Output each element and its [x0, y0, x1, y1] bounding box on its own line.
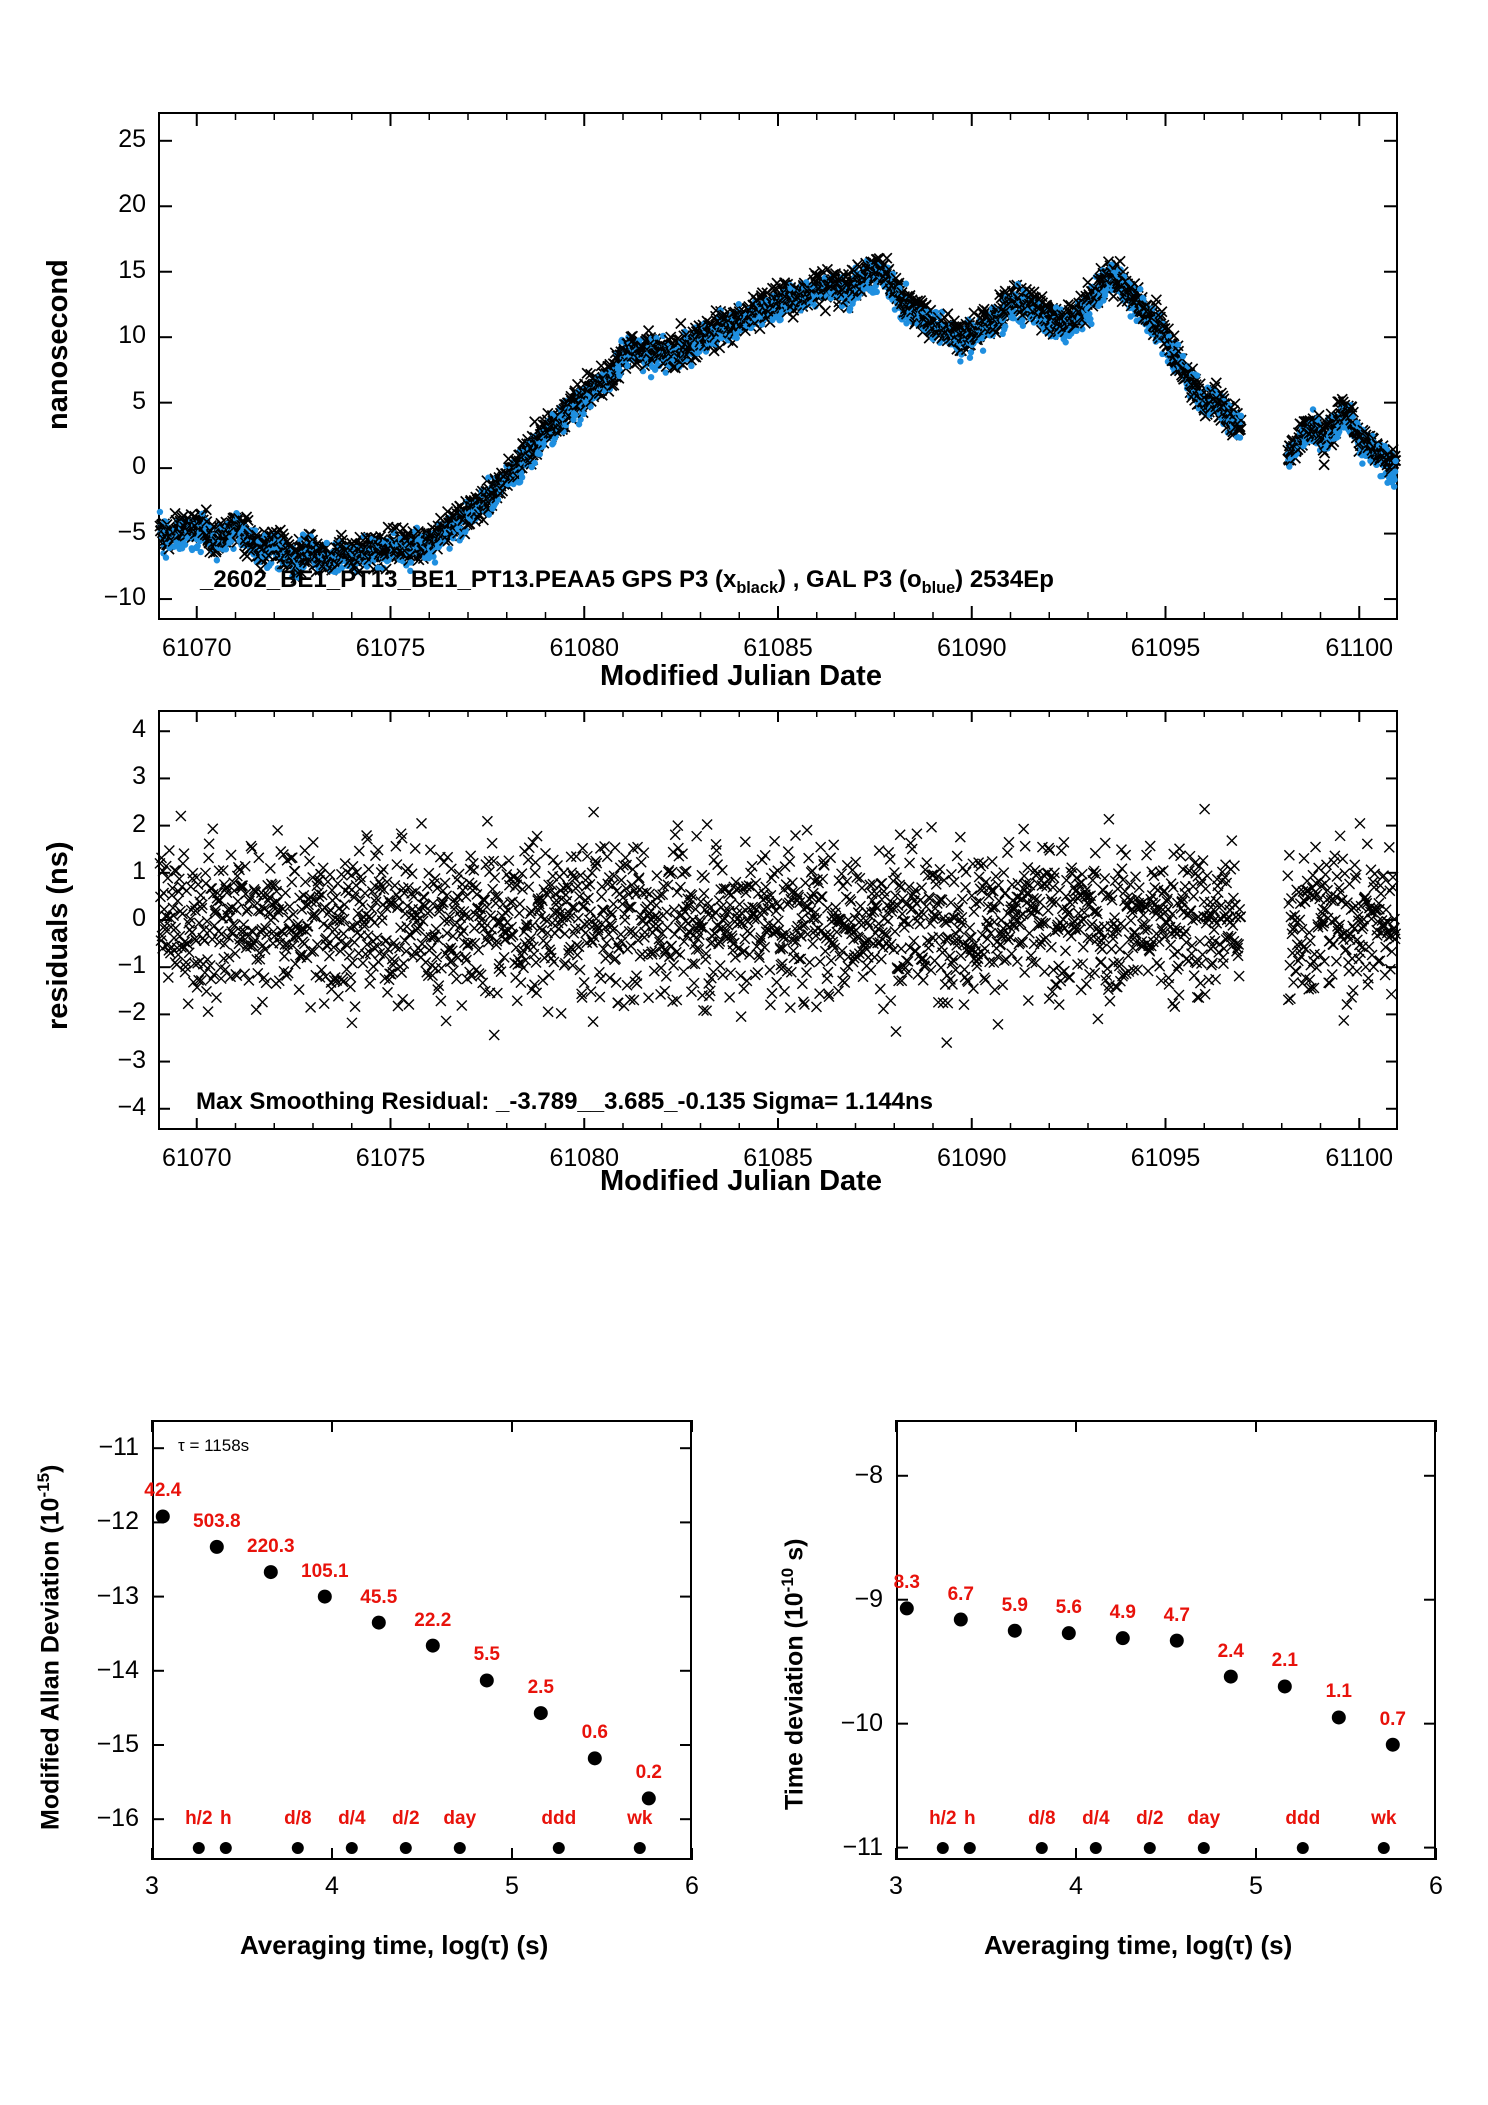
panel3-time-marker-label: h [219, 1808, 232, 1829]
panel1-xtick-label: 61100 [1325, 634, 1394, 662]
panel4-xtick-label: 4 [1069, 1872, 1083, 1900]
panel3-time-marker-label: d/8 [284, 1808, 312, 1829]
panel3-xtick-label: 3 [145, 1872, 159, 1900]
panel4-point-label: 0.7 [1379, 1708, 1406, 1730]
panel3-time-marker-label: h/2 [185, 1808, 213, 1829]
panel3-point-label: 503.8 [193, 1510, 241, 1532]
panel3-point-label: 5.5 [473, 1644, 500, 1666]
panel3-point-label: 0.2 [635, 1762, 662, 1784]
panel2-xtick-label: 61085 [743, 1144, 813, 1172]
tdev-panel [744, 1400, 1488, 2105]
panel1-xtick-label: 61075 [355, 634, 426, 662]
panel3-xlabel [240, 1930, 548, 1961]
panel3-time-marker-label: d/2 [392, 1808, 420, 1829]
panel2-xtick-label: 61075 [355, 1144, 426, 1172]
panel3-ylabel-end: ) [36, 1464, 65, 1473]
panel4-xlabel-tau: τ [1232, 1930, 1245, 1960]
panel2-ytick-label: 3 [132, 762, 146, 791]
panel2-plot [0, 700, 1488, 1400]
panel4-xtick-label: 6 [1429, 1872, 1443, 1900]
panel4-point-label: 2.1 [1271, 1650, 1298, 1672]
panel1-annotation-mid: ) , GAL P3 (o [778, 566, 922, 593]
panel3-ylabel-main: Modified Allan Deviation (10 [36, 1497, 65, 1830]
panel3-time-marker-label: ddd [541, 1808, 577, 1829]
panel1-xtick-label: 61090 [936, 634, 1007, 662]
panel2-xtick-label: 61100 [1325, 1144, 1394, 1172]
panel3-xtick-label: 6 [685, 1872, 699, 1900]
panel4-time-marker-label: day [1187, 1808, 1221, 1829]
panel3-point-label: 220.3 [247, 1536, 295, 1558]
panel3-xlabel-a: Averaging time, log( [240, 1930, 489, 1960]
timeseries-panel [0, 0, 1488, 700]
panel1-annotation [200, 566, 1054, 598]
panel3-point-label: 45.5 [360, 1586, 398, 1608]
panel4-time-marker-label: h [963, 1808, 976, 1829]
panel4-point-label: 6.7 [947, 1583, 974, 1605]
panel4-point-label: 2.4 [1217, 1640, 1244, 1662]
panel4-xlabel [984, 1930, 1292, 1961]
panel1-xtick-label: 61085 [743, 634, 813, 662]
panel2-xlabel: Modified Julian Date [600, 1165, 882, 1197]
panel4-point-label: 8.3 [893, 1572, 920, 1594]
panel1-annotation-end: ) 2534Ep [955, 566, 1054, 593]
panel1-ytick-label: −10 [103, 583, 146, 612]
panel2-ylabel: residuals (ns) [42, 841, 74, 1030]
panel4-time-marker-label: d/2 [1136, 1808, 1164, 1829]
panel1-ytick-label: 20 [118, 190, 146, 219]
panel3-xlabel-b: ) (s) [500, 1930, 549, 1960]
panel3-point-label: 105.1 [301, 1560, 349, 1582]
panel2-annotation: Max Smoothing Residual: _-3.789__3.685_-0.135 Sigma= 1.144ns [196, 1088, 934, 1115]
panel4-point-label: 5.6 [1055, 1597, 1082, 1619]
panel3-ytick-label: −14 [96, 1655, 139, 1684]
panel2-ytick-label: −4 [117, 1092, 146, 1121]
panel3-time-marker-label: d/4 [338, 1808, 366, 1829]
panel2-ytick-label: −1 [117, 951, 146, 980]
panel3-point-label: 42.4 [144, 1480, 182, 1502]
panel4-xlabel-b: ) (s) [1244, 1930, 1293, 1960]
panel4-ytick-label: −8 [854, 1460, 883, 1489]
panel2-xtick-label: 61080 [549, 1144, 620, 1172]
panel4-time-marker-label: ddd [1285, 1808, 1321, 1829]
panel4-ylabel-exp: -10 [778, 1567, 797, 1593]
panel3-point-label: 2.5 [527, 1677, 554, 1699]
panel1-ytick-label: 15 [118, 255, 146, 284]
panel4-ylabel-main: Time deviation (10 [780, 1592, 809, 1810]
panel1-xlabel: Modified Julian Date [600, 660, 882, 692]
panel4-point-label: 4.9 [1109, 1602, 1136, 1624]
panel4-xtick-label: 5 [1249, 1872, 1263, 1900]
panel4-plot [744, 1400, 1488, 2105]
panel3-ytick-label: −12 [96, 1507, 139, 1536]
panel4-ytick-label: −9 [854, 1584, 883, 1613]
panel4-time-marker-label: h/2 [929, 1808, 957, 1829]
panel4-time-marker-label: d/4 [1082, 1808, 1110, 1829]
panel3-xlabel-tau: τ [488, 1930, 501, 1960]
panel1-ytick-label: 5 [132, 386, 146, 415]
panel1-ytick-label: −5 [117, 517, 146, 546]
panel2-ytick-label: 0 [132, 904, 146, 932]
panel2-xtick-label: 61095 [1130, 1144, 1201, 1172]
panel2-ytick-label: 1 [132, 856, 146, 885]
panel1-ylabel: nanosecond [42, 259, 74, 430]
panel1-xtick-label: 61080 [549, 634, 620, 662]
panel2-xtick-label: 61090 [936, 1144, 1007, 1172]
panel3-ytick-label: −16 [96, 1804, 139, 1833]
residuals-panel [0, 700, 1488, 1400]
panel3-point-label: 22.2 [414, 1609, 452, 1631]
panel1-annotation-sub-black: black [736, 578, 779, 597]
panel2-ytick-label: 2 [132, 809, 146, 838]
panel4-time-marker-label: d/8 [1028, 1808, 1056, 1829]
panel4-ytick-label: −11 [842, 1832, 883, 1861]
panel3-xtick-label: 5 [505, 1872, 519, 1900]
panel4-point-label: 4.7 [1163, 1604, 1190, 1626]
panel4-time-marker-label: wk [1371, 1808, 1397, 1829]
panel4-point-label: 5.9 [1001, 1594, 1028, 1616]
panel4-point-label: 1.1 [1325, 1681, 1352, 1703]
panel3-time-marker-label: wk [627, 1808, 653, 1829]
panel4-ylabel [778, 1539, 809, 1810]
panel1-ytick-label: 10 [118, 321, 146, 350]
panel3-tau-note: τ = 1158s [178, 1436, 250, 1455]
panel3-point-label: 0.6 [581, 1722, 608, 1744]
panel2-ytick-label: −2 [117, 998, 146, 1027]
panel3-ytick-label: −13 [96, 1581, 139, 1610]
panel3-ytick-label: −11 [98, 1433, 139, 1462]
panel1-xtick-label: 61095 [1130, 634, 1201, 662]
panel1-annotation-main: _2602_BE1_PT13_BE1_PT13.PEAA5 GPS P3 (x [200, 566, 737, 593]
panel3-time-marker-label: day [443, 1808, 477, 1829]
panel3-ylabel-exp: -15 [34, 1472, 53, 1498]
panel4-ytick-label: −10 [840, 1708, 883, 1737]
panel1-annotation-sub-blue: blue [921, 578, 956, 597]
panel3-xtick-label: 4 [325, 1872, 339, 1900]
panel4-xlabel-a: Averaging time, log( [984, 1930, 1233, 1960]
panel2-ytick-label: −3 [117, 1045, 146, 1074]
panel4-ylabel-end: s) [780, 1538, 809, 1568]
panel1-xtick-label: 61070 [161, 634, 232, 662]
panel4-xtick-label: 3 [889, 1872, 903, 1900]
panel1-ytick-label: 25 [118, 124, 146, 153]
panel2-xtick-label: 61070 [161, 1144, 232, 1172]
panel2-ytick-label: 4 [132, 715, 146, 744]
panel3-ytick-label: −15 [96, 1729, 139, 1758]
panel1-ytick-label: 0 [132, 452, 146, 481]
mdev-panel [0, 1400, 744, 2105]
